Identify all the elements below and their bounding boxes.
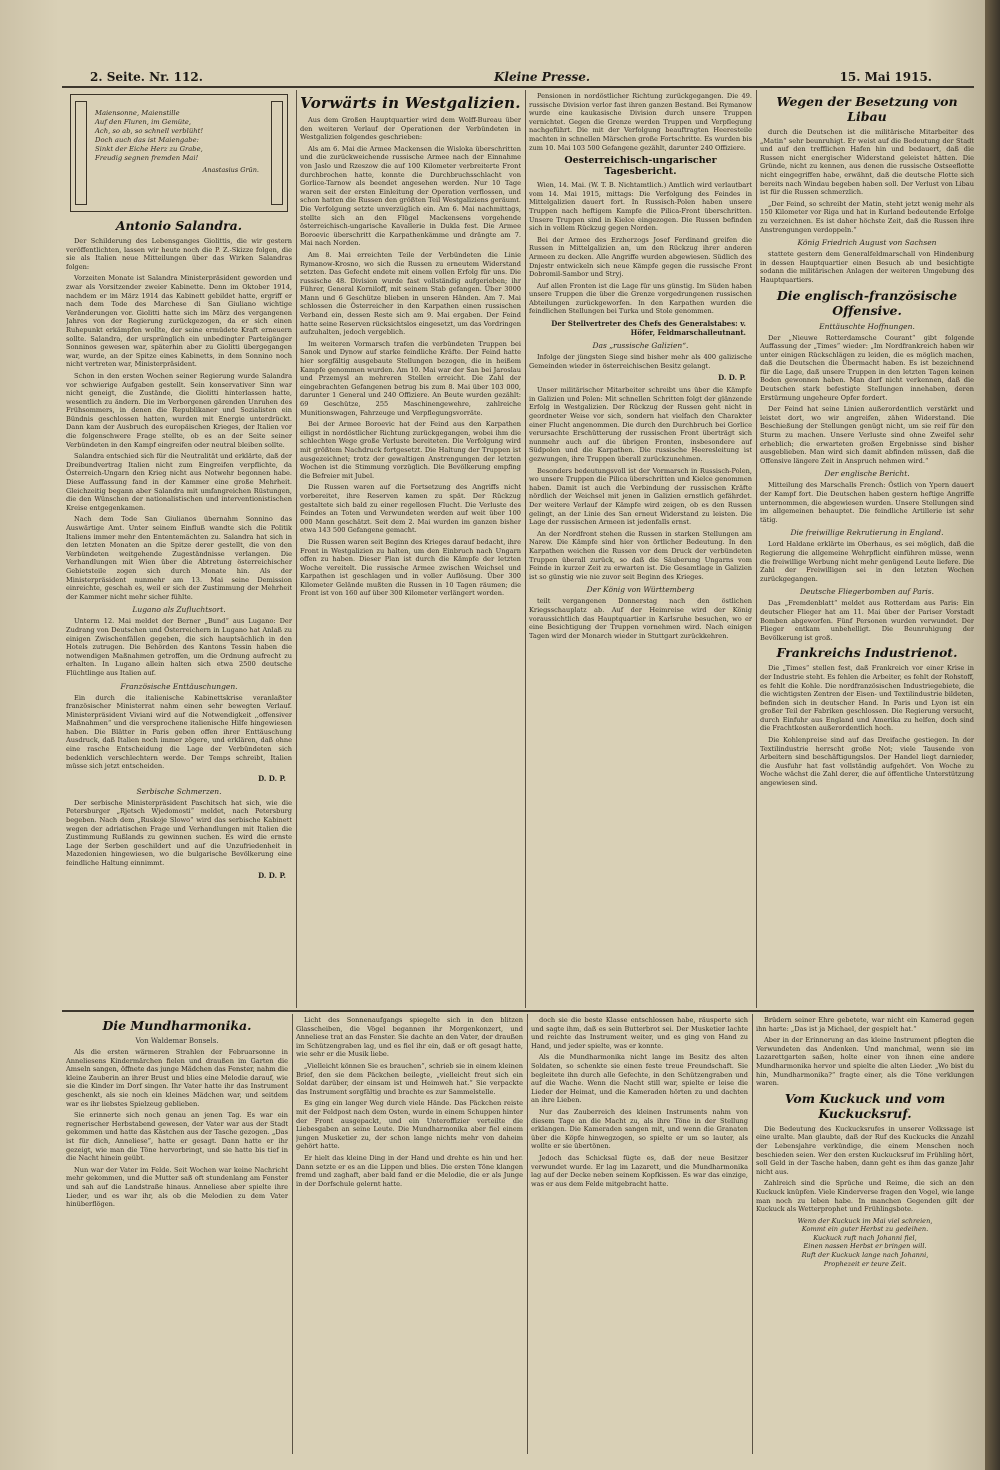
article-paragraph: Die „Times“ stellen fest, daß Frankreich vor einer Krise in der Industrie steht. Es fehlen die Arbeiter, es fehlt der Rohstoff, es fehlt die Kohle. Die nordfranzösischen Industriegebiete, die die wichtigsten Zentren der Eisen- und Textilindustrie bildeten, befinden sich in deutscher Hand. In Paris und Lyon ist ein großer Teil der Fabriken geschlossen. Die Regierung versucht, durch Einfuhr aus England und Amerika zu helfen, doch sind die Frachtkosten außerordentlich hoch. (760, 664, 974, 733)
article-paragraph: Lord Haldane erklärte im Oberhaus, es sei möglich, daß die Regierung die allgemeine Wehrpflicht einführen müsse, wenn die freiwillige Werbung nicht mehr genügend Leute liefere. Die Zahl der Freiwilligen sei in den letzten Wochen zurückgegangen. (760, 540, 974, 583)
article-subhead: König Friedrich August von Sachsen (797, 238, 937, 248)
article-paragraph: Der serbische Ministerpräsident Paschitsch hat sich, wie die Petersburger „Rjetsch Wjedomosti“ meldet, nach Petersburg begeben. Nach dem „Ruskoje Slowo“ wird das serbische Kabinett wegen der adriatischen Frage und Verhandlungen mit Italien die Zustimmung Rußlands zu gewinnen suchen. Es wird die ernste Lage der Serben geschildert und auf die Unzufriedenheit in Mazedonien hingewiesen, wo die bulgarische Bevölkerung eine feindliche Haltung einnimmt. (66, 798, 292, 867)
article-paragraph: Bei der Armee Boroevic hat der Feind aus den Karpathen eiligst in nordöstlicher Richtung zurückgegangen, wobei ihm die schlechten Wege große Verluste bereiteten. Die Verfolgung wird mit größtem Nachdruck fortgesetzt. Die Haltung der Truppen ist ausgezeichnet; trotz der gewaltigen Anstrengungen der letzten Wochen ist die Stimmung vorzüglich. Die Bevölkerung empfing die Befreier mit Jubel. (300, 420, 521, 480)
poem-line: Sinkt der Eiche Herz zu Grabe, (95, 145, 203, 153)
article-subhead: Der englische Bericht. (824, 469, 910, 479)
poem-line: Doch auch das ist Maiengabe: (95, 136, 199, 144)
article-paragraph: Mitteilung des Marschalls French: Östlich von Ypern dauert der Kampf fort. Die Deutschen haben gestern heftige Angriffe unternommen, die abgewiesen wurden. Unsere Stellungen sind im allgemeinen behauptet. Die feindliche Artillerie ist sehr tätig. (760, 481, 974, 524)
column-divider-1 (296, 90, 297, 1008)
article-subhead: Die freiwillige Rekrutierung in England. (790, 528, 944, 538)
article-headline: Frankreichs Industrienot. (776, 645, 958, 661)
article-subhead: Der König von Württemberg (586, 585, 695, 595)
feuilleton-headline: Die Mundharmonika. (102, 1018, 252, 1033)
article-paragraph: Die Russen waren auf die Fortsetzung des Angriffs nicht vorbereitet, ihre Reserven kamen zu spät. Der Rückzug gestaltete sich bald zu einer regellosen Flucht. Die Verluste des Feindes an Toten und Verwundeten werden auf weit über 100 000 Mann geschätzt. Seit dem 2. Mai wurden im ganzen bisher etwa 143 500 Gefangene gemacht. (300, 483, 521, 535)
article-paragraph: Vorzeiten Monate ist Salandra Ministerpräsident geworden und zwar als Vorsitzender zweier Kabinette. Denn im Oktober 1914, nachdem er im März 1914 das Kabinett gebildet hatte, ergriff er nach dem Tode des Marchese di San Giuliano wichtige Veränderungen vor. Giolitti hatte sich im März des vergangenen Jahres von der Regierung zurückgezogen, da er sich einen Ruhepunkt erkämpfen wollte, der seine ermüdete Kraft erneuern sollte. Salandra, der ursprünglich ein unbedingter Parteigänger Sonninos gewesen war, späterhin aber zu Giolitti übergegangen war, wurde, an der Spitze eines Kabinetts, in dem Sonnino noch nicht vertreten war, Ministerpräsident. (66, 274, 292, 369)
poem-line: Ach, so ab, so schnell verblüht! (95, 127, 204, 135)
article-subhead: Enttäuschte Hoffnungen. (819, 321, 915, 331)
article-paragraph: Die Russen waren seit Beginn des Krieges darauf bedacht, ihre Front in Westgalizien zu halten, um den Einbruch nach Ungarn offen zu haben. Dieser Plan ist durch die Kämpfe der letzten Woche vereitelt. Die russische Armee zwischen Weichsel und Karpathen ist geschlagen und in voller Auflösung. Über 300 Kilometer Gelände mußten die Russen in 10 Tagen räumen; die Front ist von 160 auf über 300 Kilometer verlängert worden. (300, 537, 521, 598)
article-paragraph: Besonders bedeutungsvoll ist der Vormarsch in Russisch-Polen, wo unsere Truppen die Pilica überschritten und Kielce genommen haben. Damit ist auch die Verbindung der russischen Kräfte nördlich der Weichsel mit jenen in Galizien ernstlich gefährdet. Der weitere Verlauf der Kämpfe wird zeigen, ob es den Russen gelingt, an der Linie des San erneut Widerstand zu leisten. Die Lage der russischen Armeen ist jedenfalls ernst. (529, 466, 752, 527)
bottom-column-2 (296, 1016, 523, 1456)
article-paragraph: Der Feind hat seine Linien außerordentlich verstärkt und leistet dort, wo wir angreifen, zähen Widerstand. Die Beschießung der Stellungen genügt nicht, um sie reif für den Sturm zu machen. Unsere Verluste sind ohne Zweifel sehr erheblich; die erwarteten großen Ergebnisse sind bisher ausgeblieben. Man wird sich damit abfinden müssen, daß die Offensive längere Zeit in Anspruch nehmen wird.“ (760, 405, 974, 465)
article-paragraph: Der „Nieuwe Rotterdamsche Courant“ gibt folgende Auffassung der „Times“ wieder: „Im Nordfrankreich haben wir unter einigen Rückschlägen zu leiden, die es möglich machen, daß die Deutschen die Übermacht haben. Es ist bezeichnend für die Lage, daß unsere Truppen in den letzten Tagen keinen Boden gewonnen haben. Man darf nicht verkennen, daß die Deutschen stark befestigte Stellungen innehaben, deren Erstürmung ungeheure Opfer fordert. (760, 333, 974, 402)
article-headline: Wegen der Besetzung von Libau (776, 94, 958, 124)
article-paragraph: Unser militärischer Mitarbeiter schreibt uns über die Kämpfe in Galizien und Polen: Mit schnellen Schritten folgt der glänzende Erfolg in Westgalizien. Der Rückzug der Russen geht nicht in geordneter Weise vor sich, sondern hat vielfach den Charakter einer Flucht angenommen. Die durch den Durchbruch bei Gorlice verursachte Erschütterung der russischen Front überträgt sich nunmehr auch auf die übrigen Fronten, insbesondere auf Südpolen und die Karpathen. Die russische Heeresleitung ist gezwungen, ihre Truppen überall zurückzunehmen. (529, 386, 752, 463)
article-paragraph: Am 8. Mai erreichten Teile der Verbündeten die Linie Rymanow-Krosno, wo sich die Russen zu erneutem Widerstand setzten. Das Gefecht endete mit einem vollen Erfolg für uns. Die russische 48. Division wurde fast vollständig aufgerieben; ihr Führer, General Korniloff, mit seinem Stab gefangen. Über 3000 Mann und 6 Geschütze blieben in unseren Händen. Am 7. Mai schlossen die Österreicher in den Karpathen einen russischen Verband ein, dessen Reste sich am 9. Mai ergaben. Der Feind hatte seine Reserven rücksichtslos eingesetzt, um das Vordringen aufzuhalten, jedoch vergeblich. (300, 250, 521, 337)
article-headline: Vorwärts in Westgalizien. (300, 94, 521, 112)
top-rule (62, 86, 974, 88)
bottom-column-1 (66, 1016, 288, 1456)
article-signature: D. D. P. (258, 870, 286, 880)
newspaper-title: Kleine Presse. (494, 70, 591, 84)
article-paragraph: Pensionen in nordöstlicher Richtung zurückgegangen. Die 49. russische Division verlor fast ihren ganzen Bestand. Bei Rymanow wurde eine kaukasische Division durch unsere Truppen vernichtet. Gegen die Grenze werden Truppen und Verpflegung nachgeführt. Die mit der Verfolgung beauftragten Heeresteile machten in schnellen Märschen große Fortschritte. Es wurden bis zum 10. Mai 103 500 Gefangene gezählt, darunter 240 Offiziere. (529, 92, 752, 152)
feuilleton-byline: Von Waldemar Bonsels. (135, 1037, 219, 1045)
article-paragraph: Aus dem Großen Hauptquartier wird dem Wolff-Bureau über den weiteren Verlauf der Operationen der Verbündeten in Westgalizien folgendes geschrieben: (300, 116, 521, 142)
bottom-column-4 (756, 1016, 974, 1456)
page-number: 2. Seite. Nr. 112. (90, 70, 203, 84)
feuilleton-paragraph: Aber in der Erinnerung an das kleine Instrument pflegten die Verwundeten das Andenken. Und manchmal, wenn sie im Lazarettgarten saßen, holte einer von ihnen eine andere Mundharmonika hervor und spielte die alten Lieder. „Wo bist du hin, Mundharmonika?“ fragte einer, als die Töne verklungen waren. (756, 1036, 974, 1088)
feuilleton-paragraph: Nur das Zauberreich des kleinen Instruments nahm von diesem Tage an die Macht zu, als ihre Töne in der Stellung erklangen. Die Kameraden sangen mit, und wenn die Granaten über die Köpfe hinwegzogen, so spielte er um so lauter, als wollte er sie übertönen. (531, 1107, 748, 1151)
article-headline: Oesterreichisch-ungarischer Tagesbericht. (564, 155, 717, 178)
article-paragraph: stattete gestern dem Generalfeldmarschall von Hindenburg in dessen Hauptquartier einen Besuch ab und besichtigte sodann die militärischen Anlagen der weiteren Umgebung des Hauptquartiers. (760, 250, 974, 284)
article-headline: Vom Kuckuck und vom Kuckucksruf. (784, 1090, 946, 1121)
article-paragraph: Zahlreich sind die Sprüche und Reime, die sich an den Kuckuck knüpfen. Viele Kinderverse fragen den Vogel, wie lange man noch zu leben habe. In manchen Gegenden gilt der Kuckuck als Wetterprophet und Frühlingsbote. (756, 1179, 974, 1214)
column-divider-4 (292, 1014, 293, 1454)
section-rule (62, 1010, 974, 1012)
article-paragraph: Die Bedeutung des Kuckucksrufes in unserer Volkssage ist eine uralte. Man glaubte, daß der Ruf des Kuckucks die Anzahl der Lebensjahre verkündige, die einem Menschen noch beschieden seien. Wer den ersten Kuckucksruf im Frühling hört, soll Geld in der Tasche haben, dann geht es ihm das ganze Jahr nicht aus. (756, 1124, 974, 1176)
article-subhead: Das „russische Galizien“. (592, 341, 689, 351)
column-divider-3 (756, 90, 757, 1008)
column-1 (66, 92, 292, 1006)
article-paragraph: durch die Deutschen ist die militärische Mitarbeiter des „Matin“ sehr beunruhigt. Er weist auf die Bedeutung der Stadt und auf den trefflichen Hafen hin und bedauert, daß die Russen nicht energischer Widerstand geleistet hätten. Die Gründe, nicht zu kennen, aus denen die russische Ostseeflotte nicht eingegriffen habe, erwähnt, daß die deutsche Flotte sich bereits nach Windau begeben haben soll. Der Verlust von Libau ist für die Russen schmerzlich. (760, 128, 974, 197)
bottom-column-3 (531, 1016, 748, 1456)
issue-date: 15. Mai 1915. (839, 70, 932, 84)
column-4 (760, 92, 974, 1006)
feuilleton-paragraph: Nun war der Vater im Felde. Seit Wochen war keine Nachricht mehr gekommen, und die Mutter saß oft stundenlang am Fenster und sah auf die Landstraße hinaus. Anneliese aber spielte ihre Lieder, und es war ihr, als ob die Melodien zu dem Vater hinüberflögen. (66, 1165, 288, 1209)
article-paragraph: Als am 6. Mai die Armee Mackensen die Wisloka überschritten und die zurückweichende russische Armee nach der Einnahme von Jaslo und Rzeszow die auf 100 Kilometer verbreiterte Front durchbrochen hatte, konnte die Durchbruchsschlacht von Gorlice-Tarnow als beendet angesehen werden. Nur 10 Tage waren seit der ersten Einleitung der Operation verflossen, und schon hatten die Russen den größten Teil Westgaliziens geräumt. Die Verfolgung setzte unverzüglich ein. Am 6. Mai nachmittags, stellte sich an den Flügel Mackensens vorgehende österreichisch-ungarische Kavallerie in Dukla fest. Die Armee Boroevic überschritt die Karpathenkämme und drängte am 7. Mai nach Norden. (300, 144, 521, 248)
feuilleton-paragraph: „Vielleicht können Sie es brauchen“, schrieb sie in einem kleinen Brief, den sie dem Päckchen beilegte, „vielleicht freut sich ein Soldat darüber, der einsam ist und Heimweh hat.“ Sie verpackte das Instrument sorgfältig und brachte es zur Sammelstelle. (296, 1061, 523, 1096)
article-paragraph: Infolge der jüngsten Siege sind bisher mehr als 400 galizische Gemeinden wieder in österreichischen Besitz gelangt. (529, 353, 752, 370)
article-paragraph: teilt vergangenen Donnerstag nach den östlichen Kriegsschauplatz ab. Auf der Heimreise wird der König voraussichtlich das Hauptquartier in Karlsruhe besuchen, wo er eine Besichtigung der Truppen vornehmen wird. Nach einigen Tagen wird der Monarch wieder in Stuttgart zurückkehren. (529, 597, 752, 640)
article-signature: Der Stellvertreter des Chefs des Generalstabes: v. Höfer, Feldmarschalleutnant. (551, 319, 746, 338)
article-paragraph: Der Schilderung des Lebensganges Giolittis, die wir gestern veröffentlichten, lassen wir heute noch die P. Z.-Skizze folgen, die sie als Italien neue Mitteilungen über das Wirken Salandras folgen: (66, 237, 292, 271)
column-divider-2 (525, 90, 526, 1008)
column-divider-5 (527, 1014, 528, 1454)
feuilleton-paragraph: Er hielt das kleine Ding in der Hand und drehte es hin und her. Dann setzte er es an die Lippen und blies. Die ersten Töne klangen fremd und zaghaft, aber bald fand er die Melodie, die er als Junge in der Dorfschule gelernt hatte. (296, 1153, 523, 1188)
poem-author: Anastasius Grün. (202, 166, 259, 174)
verse: Wenn der Kuckuck im Mai viel schreien, Kommt ein guter Herbst zu gedeihen. Kuckuck ruft nach Johanni fiel, Einen nassen Herbst er bringen will. Ruft der Kuckuck lange nach Johanni, Prophezeit er teure Zeit. (797, 1216, 933, 1268)
feuilleton-paragraph: Als die ersten wärmeren Strahlen der Februarsonne in Anneliesens Kindermärchen fielen und draußen im Garten die Amseln sangen, öffnete das junge Mädchen das Fenster, nahm die kleine Zauberin an ihrer Brust und blies eine Melodie darauf, wie sie die Kinder im Dorf singen. Ihr Vater hatte ihr das Instrument geschenkt, als sie noch ein kleines Mädchen war, und seitdem war es ihr liebstes Spielzeug geblieben. (66, 1048, 288, 1108)
feuilleton-paragraph: Als die Mundharmonika nicht lange im Besitz des alten Soldaten, so schenkte sie einen feste treue Freundschaft. Sie begleitete ihn durch alle Gefechte, in den Schützengraben und auf die Wache. Wenn die Nacht still war, spielte er leise die Lieder der Heimat, und die Kameraden hörten zu und dachten an ihre Lieben. (531, 1053, 748, 1105)
column-2 (300, 92, 521, 1006)
article-subhead: Lugano als Zufluchtsort. (132, 605, 226, 615)
article-signature: D. D. P. (258, 773, 286, 783)
article-paragraph: Im weiteren Vormarsch trafen die verbündeten Truppen bei Sanok und Dynow auf starke feindliche Kräfte. Der Feind hatte hier sorgfältig ausgebaute Stellungen bezogen, die in heißem Kampfe genommen wurden. Am 10. Mai war der San bei Jaroslau und Przemysl an mehreren Stellen erreicht. Die Zahl der eingebrachten Gefangenen betrug bis zum 8. Mai über 103 000, darunter 1 General und 240 Offiziere. An Beute wurden gezählt: 69 Geschütze, 255 Maschinengewehre, zahlreiche Munitionswagen, Fahrzeuge und Verpflegungsvorräte. (300, 339, 521, 417)
article-paragraph: Salandra entschied sich für die Neutralität und erklärte, daß der Dreibundvertrag Italien nicht zum Eingreifen verpflichte, da Österreich-Ungarn den Krieg nicht aus Notwehr begonnen habe. Diese Auffassung fand in der Kammer eine große Mehrheit. Gleichzeitig begann aber Salandra mit umfangreichen Rüstungen, die den Wünschen der nationalistischen und interventionistischen Kreise entgegenkamen. (66, 452, 292, 512)
article-paragraph: Auf allen Fronten ist die Lage für uns günstig. Im Süden haben unsere Truppen die über die Grenze vorgedrungenen russischen Abteilungen zurückgeworfen. In den Karpathen wurden die feindlichen Stellungen bei Turka und Stole genommen. (529, 281, 752, 316)
feuilleton-paragraph: Brüdern seiner Ehre gebetete, war nicht ein Kamerad gegen ihn harte: „Das ist ja Michael, der gespielt hat.“ (756, 1016, 974, 1033)
article-subhead: Französische Enttäuschungen. (120, 681, 238, 691)
feuilleton-paragraph: doch sie die beste Klasse entschlossen habe, räusperte sich und sagte ihm, daß es sein Butterbrot sei. Der Musketier lachte und reichte das Instrument weiter, und es ging von Hand zu Hand, und jeder spielte, was er konnte. (531, 1016, 748, 1050)
article-paragraph: Schon in den ersten Wochen seiner Regierung wurde Salandra vor schwierige Aufgaben gestellt. Sein konservativer Sinn war nicht geneigt, die Zustände, die Giolitti hinterlassen hatte, wesentlich zu ändern. Die im Verborgenen gärenden Unruhen des Frühsommers, in denen die Republikaner und Sozialisten ein Bündnis geschlossen hatten, wurden mit Energie unterdrückt. Dann kam der Ausbruch des europäischen Krieges, der Italien vor die folgenschwere Frage stellte, ob es an der Seite seiner Verbündeten in den Kampf eingreifen oder neutral bleiben sollte. (66, 371, 292, 449)
poem-line: Auf den Fluren, im Gemüte, (95, 118, 192, 126)
article-subhead: Deutsche Fliegerbomben auf Paris. (799, 587, 934, 597)
feuilleton-paragraph: Sie erinnerte sich noch genau an jenen Tag. Es war ein regnerischer Herbstabend gewesen, der Vater war aus der Stadt gekommen und hatte das Kästchen aus der Tasche gezogen. „Das ist für dich, Anneliese“, hatte er gesagt. Dann hatte er ihr gezeigt, wie man die Töne hervorbringt, und sie hatte bis tief in die Nacht hinein geübt. (66, 1111, 288, 1163)
column-3 (529, 92, 752, 1006)
article-paragraph: Wien, 14. Mai. (W. T. B. Nichtamtlich.) Amtlich wird verlautbart vom 14. Mai 1915, mittags: Die Verfolgung des Feindes in Mittelgalizien dauert fort. In Russisch-Polen haben unsere Truppen nach heftigem Kampfe die Pilica-Front überschritten. Unsere Truppen sind in Kielce eingezogen. Die Russen befinden sich in vollem Rückzug gegen Norden. (529, 181, 752, 233)
feuilleton-paragraph: Jedoch das Schicksal fügte es, daß der neue Besitzer verwundet wurde. Er lag im Lazarett, und die Mundharmonika lag auf der Decke neben seinem Kopfkissen. Es war das einzige, was er aus dem Felde mitgebracht hatte. (531, 1153, 748, 1188)
feuilleton-paragraph: Licht des Sonnenaufgangs spiegelte sich in den blitzen Glasscheiben, die Vögel begannen ihr Morgenkonzert, und Anneliese trat an das Fenster. Sie dachte an den Vater, der draußen im Schützengraben lag, und es fiel ihr ein, daß er oft gesagt hatte, wie sehr er die Musik liebe. (296, 1016, 523, 1059)
poem-line: Maiensonne, Maienstille (95, 109, 180, 117)
article-paragraph: Nach dem Tode San Giulianos übernahm Sonnino das Auswärtige Amt. Unter seinem Einfluß wandte sich die Politik Italiens immer mehr den Ententemächten zu. Salandra hat sich in den letzten Monaten an die Spitze derer gestellt, die von den Verbündeten weitgehende Zugeständnisse verlangen. Die Verhandlungen mit Wien über die Abtretung österreichischer Gebietsteile zogen sich durch Monate hin. Als der Ministerpräsident nunmehr am 13. Mai seine Demission einreichte, geschah es, weil er sich der Zustimmung der Mehrheit der Kammer nicht mehr sicher fühlte. (66, 515, 292, 601)
poem-ornament-right (271, 101, 283, 205)
article-signature: D. D. P. (718, 373, 746, 383)
article-headline: Antonio Salandra. (115, 218, 243, 233)
column-divider-6 (752, 1014, 753, 1454)
article-paragraph: An der Nordfront stehen die Russen in starken Stellungen am Narew. Die Kämpfe sind hier von örtlicher Bedeutung. In den Karpathen weichen die Russen vor dem Druck der verbündeten Truppen überall zurück, so daß die Säuberung Ungarns vom Feinde in kurzer Zeit zu erwarten ist. Die Gesamtlage in Galizien ist so günstig wie nie zuvor seit Beginn des Krieges. (529, 529, 752, 581)
article-paragraph: Unterm 12. Mai meldet der Berner „Bund“ aus Lugano: Der Zudrang von Deutschen und Österreichern in Lugano hat Anlaß zu einigen Zwischenfällen gegeben, die sich hauptsächlich in den Hotels zutrugen. Die Behörden des Kantons Tessin haben die notwendigen Maßnahmen getroffen, um die Ordnung aufrecht zu erhalten. In Lugano allein halten sich etwa 2500 deutsche Flüchtlinge aus Italien auf. (66, 617, 292, 677)
feuilleton-paragraph: Es ging ein langer Weg durch viele Hände. Das Päckchen reiste mit der Feldpost nach dem Osten, wurde in einem Schuppen hinter der Front ausgepackt, und ein Unteroffizier verteilte die Liebesgaben an seine Leute. Die Mundharmonika aber fiel einem jungen Musketier zu, der schon lange nichts mehr von daheim gehört hatte. (296, 1099, 523, 1151)
poem-line: Freudig segnen fremden Mai! (95, 154, 199, 162)
page-edge-shadow (985, 0, 1000, 1470)
article-paragraph: „Der Feind, so schreibt der Matin, steht jetzt wenig mehr als 150 Kilometer vor Riga und hat in Kurland bedeutende Erfolge zu verzeichnen. Es ist daher höchste Zeit, daß die Russen ihre Anstrengungen verdoppeln.“ (760, 199, 974, 234)
article-paragraph: Ein durch die italienische Kabinettskrise veranlaßter französischer Ministerrat nahm einen sehr bewegten Verlauf. Ministerpräsident Viviani wird auf die Notwendigkeit ,,offensiver Maßnahmen“ und die versprochene italienische Hilfe hingewiesen haben. Die Blätter in Paris geben offen ihrer Enttäuschung Ausdruck, daß Italien noch immer zögere, und erklären, daß ohne eine rasche Entscheidung die Lage der Verbündeten sich bedenklich verschlechtern werde. Der Temps schreibt, Italien müsse sich jetzt entscheiden. (66, 693, 292, 771)
article-paragraph: Bei der Armee des Erzherzogs Josef Ferdinand greifen die Russen in Mittelgalizien an, um den Rückzug ihrer anderen Armeen zu decken. Alle Angriffe wurden abgewiesen. Südlich des Dnjestr entwickeln sich neue Kämpfe gegen die russische Front Dobromil-Sambor und Stryj. (529, 235, 752, 279)
article-paragraph: Die Kohlenpreise sind auf das Dreifache gestiegen. In der Textilindustrie herrscht große Not; viele Tausende von Arbeitern sind beschäftigungslos. Der Handel liegt darnieder, die Ausfuhr hat fast vollständig aufgehört. Von Woche zu Woche wächst die Zahl derer, die auf öffentliche Unterstützung angewiesen sind. (760, 736, 974, 788)
article-subhead: Serbische Schmerzen. (136, 786, 222, 796)
poem-ornament-left (75, 101, 87, 205)
poem-box (70, 94, 288, 212)
article-headline: Die englisch-französische Offensive. (776, 287, 958, 318)
article-paragraph: Das „Fremdenblatt“ meldet aus Rotterdam aus Paris: Ein deutscher Flieger hat am 11. Mai über der Pariser Vorstadt Bomben abgeworfen. Fünf Personen wurden verwundet. Der Flieger entkam unbehelligt. Die Beunruhigung der Bevölkerung ist groß. (760, 599, 974, 642)
